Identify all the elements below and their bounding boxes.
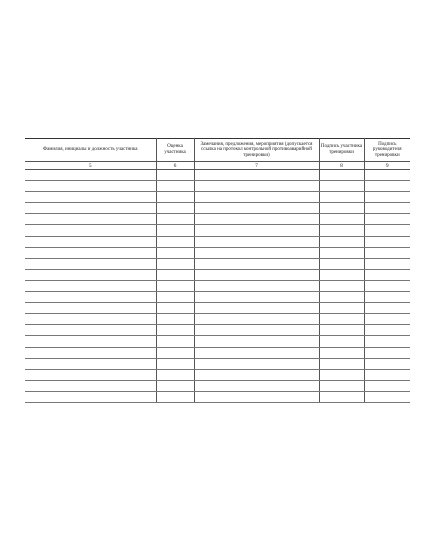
table-row xyxy=(25,269,410,280)
table-cell[interactable] xyxy=(194,236,319,247)
table-cell[interactable] xyxy=(194,303,319,314)
table-cell[interactable] xyxy=(364,192,410,203)
table-cell[interactable] xyxy=(319,203,364,214)
table-cell[interactable] xyxy=(25,391,156,402)
table-body xyxy=(25,170,410,403)
table-cell[interactable] xyxy=(25,347,156,358)
table-cell[interactable] xyxy=(194,203,319,214)
table-cell[interactable] xyxy=(156,225,194,236)
table-row xyxy=(25,325,410,336)
table-cell[interactable] xyxy=(25,269,156,280)
table-cell[interactable] xyxy=(156,336,194,347)
table-row xyxy=(25,214,410,225)
table-cell[interactable] xyxy=(156,314,194,325)
table-cell[interactable] xyxy=(364,225,410,236)
table-cell[interactable] xyxy=(364,391,410,402)
table-cell[interactable] xyxy=(194,325,319,336)
table-row xyxy=(25,170,410,181)
table-cell[interactable] xyxy=(364,258,410,269)
table-cell[interactable] xyxy=(364,214,410,225)
table-cell[interactable] xyxy=(25,325,156,336)
training-record-table xyxy=(25,138,410,403)
table-row xyxy=(25,347,410,358)
table-cell[interactable] xyxy=(319,336,364,347)
table-cell[interactable] xyxy=(25,170,156,181)
table-cell[interactable] xyxy=(194,369,319,380)
column-number: 9 xyxy=(364,162,410,170)
column-number-row xyxy=(25,162,410,170)
table-cell[interactable] xyxy=(319,236,364,247)
table-cell[interactable] xyxy=(25,225,156,236)
table-cell[interactable] xyxy=(194,258,319,269)
header-participant-signature: Подпись участника тренировки xyxy=(319,139,364,162)
table-cell[interactable] xyxy=(156,391,194,402)
table-cell[interactable] xyxy=(156,358,194,369)
table-cell[interactable] xyxy=(25,247,156,258)
table-cell[interactable] xyxy=(156,292,194,303)
table-cell[interactable] xyxy=(156,280,194,291)
table-row xyxy=(25,336,410,347)
table-row xyxy=(25,391,410,402)
table-cell[interactable] xyxy=(25,358,156,369)
table-cell[interactable] xyxy=(319,247,364,258)
table-cell[interactable] xyxy=(364,170,410,181)
table-cell[interactable] xyxy=(319,225,364,236)
table-cell[interactable] xyxy=(25,292,156,303)
table-cell[interactable] xyxy=(194,347,319,358)
table-row xyxy=(25,358,410,369)
table-cell[interactable] xyxy=(25,214,156,225)
table-cell[interactable] xyxy=(364,269,410,280)
table-cell[interactable] xyxy=(319,358,364,369)
table-cell[interactable] xyxy=(194,358,319,369)
table-cell[interactable] xyxy=(194,336,319,347)
table-cell[interactable] xyxy=(194,170,319,181)
table-cell[interactable] xyxy=(156,214,194,225)
header-remarks: Замечания, предложения, мероприятия (допускается ссылка на протокол контрольной противоаварийной тренировки) xyxy=(194,139,319,162)
table-cell[interactable] xyxy=(194,280,319,291)
table-cell[interactable] xyxy=(319,214,364,225)
table-row xyxy=(25,181,410,192)
table-cell[interactable] xyxy=(364,336,410,347)
table-cell[interactable] xyxy=(25,258,156,269)
table-cell[interactable] xyxy=(319,391,364,402)
table-cell[interactable] xyxy=(156,170,194,181)
table-cell[interactable] xyxy=(319,325,364,336)
column-number: 5 xyxy=(25,162,156,170)
table-cell[interactable] xyxy=(194,181,319,192)
table-row xyxy=(25,225,410,236)
table-cell[interactable] xyxy=(156,369,194,380)
table-cell[interactable] xyxy=(364,303,410,314)
table-cell[interactable] xyxy=(156,325,194,336)
table-cell[interactable] xyxy=(25,236,156,247)
table-cell[interactable] xyxy=(319,192,364,203)
table-cell[interactable] xyxy=(364,369,410,380)
table-cell[interactable] xyxy=(319,292,364,303)
table-cell[interactable] xyxy=(156,247,194,258)
table-cell[interactable] xyxy=(319,170,364,181)
table-row xyxy=(25,292,410,303)
table-cell[interactable] xyxy=(156,380,194,391)
table-cell[interactable] xyxy=(194,247,319,258)
table-row xyxy=(25,380,410,391)
table-cell[interactable] xyxy=(364,203,410,214)
table-cell[interactable] xyxy=(194,380,319,391)
table-cell[interactable] xyxy=(319,303,364,314)
table-cell[interactable] xyxy=(319,181,364,192)
table-cell[interactable] xyxy=(319,314,364,325)
table-cell[interactable] xyxy=(156,203,194,214)
table-cell[interactable] xyxy=(364,181,410,192)
table-row xyxy=(25,369,410,380)
table-cell[interactable] xyxy=(25,192,156,203)
table-row xyxy=(25,192,410,203)
table-cell[interactable] xyxy=(156,269,194,280)
header-participant-name: Фамилия, инициалы и должность участника xyxy=(25,139,156,162)
table-cell[interactable] xyxy=(25,336,156,347)
table-cell[interactable] xyxy=(194,269,319,280)
table-cell[interactable] xyxy=(156,303,194,314)
table-cell[interactable] xyxy=(364,280,410,291)
table-cell[interactable] xyxy=(364,380,410,391)
table-row xyxy=(25,236,410,247)
table-cell[interactable] xyxy=(364,314,410,325)
header-row xyxy=(25,139,410,162)
column-number: 8 xyxy=(319,162,364,170)
table-cell[interactable] xyxy=(156,236,194,247)
table-cell[interactable] xyxy=(25,380,156,391)
table-cell[interactable] xyxy=(319,380,364,391)
table-cell[interactable] xyxy=(194,214,319,225)
table-cell[interactable] xyxy=(364,358,410,369)
table-cell[interactable] xyxy=(364,347,410,358)
table-cell[interactable] xyxy=(194,391,319,402)
table-cell[interactable] xyxy=(364,292,410,303)
table-row xyxy=(25,280,410,291)
table-cell[interactable] xyxy=(194,192,319,203)
header-participant-grade: Оценка участника xyxy=(156,139,194,162)
column-number: 6 xyxy=(156,162,194,170)
table-cell[interactable] xyxy=(194,292,319,303)
table-row xyxy=(25,303,410,314)
column-number: 7 xyxy=(194,162,319,170)
table-cell[interactable] xyxy=(364,247,410,258)
table-cell[interactable] xyxy=(194,225,319,236)
table-cell[interactable] xyxy=(319,258,364,269)
table-cell[interactable] xyxy=(25,203,156,214)
table-cell[interactable] xyxy=(319,269,364,280)
table-cell[interactable] xyxy=(319,280,364,291)
table-cell[interactable] xyxy=(319,369,364,380)
table-cell[interactable] xyxy=(364,325,410,336)
header-leader-signature: Подпись руководителя тренировки xyxy=(364,139,410,162)
table-cell[interactable] xyxy=(156,258,194,269)
table-cell[interactable] xyxy=(25,314,156,325)
table-cell[interactable] xyxy=(364,236,410,247)
table-cell[interactable] xyxy=(25,181,156,192)
table-cell[interactable] xyxy=(194,314,319,325)
table-row xyxy=(25,247,410,258)
table-cell[interactable] xyxy=(25,369,156,380)
table-cell[interactable] xyxy=(25,280,156,291)
table-cell[interactable] xyxy=(156,192,194,203)
table-cell[interactable] xyxy=(319,347,364,358)
table-row xyxy=(25,203,410,214)
table-row xyxy=(25,258,410,269)
table-row xyxy=(25,314,410,325)
table-cell[interactable] xyxy=(156,181,194,192)
table-cell[interactable] xyxy=(156,347,194,358)
table-cell[interactable] xyxy=(25,303,156,314)
